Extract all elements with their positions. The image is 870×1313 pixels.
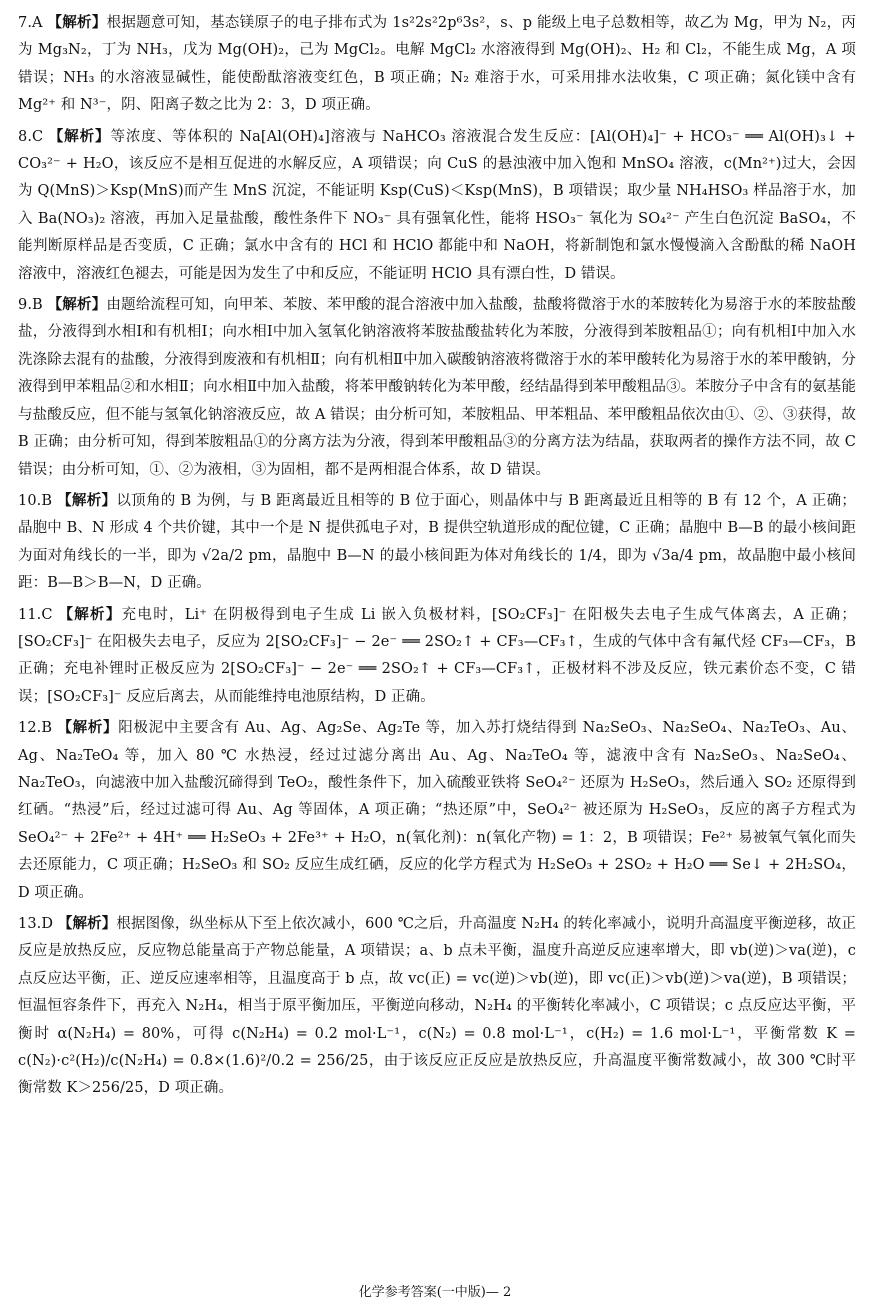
answer-text: 以顶角的 B 为例，与 B 距离最近且相等的 B 位于面心，则晶体中与 B 距离最近且相等的 B 有 12 个，A 正确；晶胞中 B、N 形成 4 个共价键，其中一个是 N 提供孤电子对，B 提供空轨道形成的配位键，C 正确；晶胞中 B—B 的最小核间距为面对角线长的一半，即为 √2a/2 pm，晶胞中 B—N 的最小核间距为体对角线长的 1/4，即为 √3a/4 pm，故晶胞中最小核间距：B—B＞B—N，D 正确。 — [18, 492, 856, 592]
analysis-tag: 【解析】 — [57, 492, 117, 509]
answer-text: 根据题意可知，基态镁原子的电子排布式为 1s²2s²2p⁶3s²，s、p 能级上电子总数相等，故乙为 Mg，甲为 N₂，丙为 Mg₃N₂，丁为 NH₃，戊为 Mg(OH)₂，己为 MgCl₂。电解 MgCl₂ 水溶液得到 Mg(OH)₂、H₂ 和 Cl₂，不能生成 Mg，A 项错误；NH₃ 的水溶液显碱性，能使酚酞溶液变红色，B 项正确；N₂ 难溶于水，可采用排水法收集，C 项正确；氮化镁中含有 Mg²⁺ 和 N³⁻，阴、阳离子数之比为 2：3，D 项正确。 — [18, 15, 856, 114]
answer-number: 12.B — [18, 720, 53, 737]
answer-text: 由题给流程可知，向甲苯、苯胺、苯甲酸的混合溶液中加入盐酸，盐酸将微溶于水的苯胺转化为易溶于水的苯胺盐酸盐，分液得到水相Ⅰ和有机相Ⅰ；向水相Ⅰ中加入氢氧化钠溶液将苯胺盐酸盐转化为苯胺，分液得到苯胺粗品①；向有机相Ⅰ中加入水洗涤除去混有的盐酸，分液得到废液和有机相Ⅱ；向有机相Ⅱ中加入碳酸钠溶液将微溶于水的苯甲酸转化为易溶于水的苯甲酸钠，分液得到甲苯粗品②和水相Ⅱ；向水相Ⅱ中加入盐酸，将苯甲酸钠转化为苯甲酸，经结晶得到苯甲酸粗品③。苯胺分子中含有的氨基能与盐酸反应，但不能与氢氧化钠溶液反应，故 A 错误；由分析可知，苯胺粗品、甲苯粗品、苯甲酸粗品依次由①、②、③获得，故 B 正确；由分析可知，得到苯胺粗品①的分离方法为分液，得到苯甲酸粗品③的分离方法为结晶，获取两者的操作方法不同，故 C 错误；由分析可知，①、②为液相，③为固相，都不是两相混合体系，故 D 错误。 — [18, 297, 856, 478]
answer-text: 等浓度、等体积的 Na[Al(OH)₄]溶液与 NaHCO₃ 溶液混合发生反应：[Al(OH)₄]⁻ + HCO₃⁻ ══ Al(OH)₃↓ + CO₃²⁻ + H₂O，该反应不是相互促进的水解反应，A 项错误；向 CuS 的悬浊液中加入饱和 MnSO₄ 溶液，c(Mn²⁺)过大，会因为 Q(MnS)＞Ksp(MnS)而产生 MnS 沉淀，不能证明 Ksp(CuS)＜Ksp(MnS)，B 项错误；取少量 NH₄HSO₃ 样品溶于水，加入 Ba(NO₃)₂ 溶液，再加入足量盐酸，酸性条件下 NO₃⁻ 具有强氧化性，能将 HSO₃⁻ 氧化为 SO₄²⁻ 产生白色沉淀 BaSO₄，不能判断原样品是否变质，C 正确；氯水中含有的 HCl 和 HClO 都能中和 NaOH，将新制饱和氯水慢慢滴入含酚酞的稀 NaOH 溶液中，溶液红色褪去，可能是因为发生了中和反应，不能证明 HClO 具有漂白性，D 错误。 — [18, 128, 856, 282]
answer-number: 7.A — [18, 15, 43, 31]
analysis-tag: 【解析】 — [47, 297, 107, 314]
answer-number: 11.C — [18, 606, 53, 623]
answer-text: 充电时，Li⁺ 在阴极得到电子生成 Li 嵌入负极材料，[SO₂CF₃]⁻ 在阳极失去电子生成气体离去，A 正确；[SO₂CF₃]⁻ 在阳极失去电子，反应为 2[SO₂CF₃]⁻ − 2e⁻ ══ 2SO₂↑ + CF₃—CF₃↑，生成的气体中含有氟代烃 CF₃—CF₃，B 正确；充电补锂时正极反应为 2[SO₂CF₃]⁻ − 2e⁻ ══ 2SO₂↑ + CF₃—CF₃↑，正极材料不涉及反应，铁元素价态不变，C 错误；[SO₂CF₃]⁻ 反应后离去，从而能维持电池原结构，D 正确。 — [18, 606, 856, 705]
answer-item-10 — [18, 488, 856, 598]
answer-item-9 — [18, 292, 856, 484]
answer-item-12 — [18, 715, 856, 907]
answer-page — [18, 10, 856, 1107]
answer-item-8 — [18, 124, 856, 288]
page-footer: 化学参考答案(一中版)— 2 — [358, 1285, 512, 1300]
analysis-tag: 【解析】 — [48, 128, 111, 145]
answer-item-11 — [18, 602, 856, 712]
answer-number: 9.B — [18, 297, 43, 314]
answer-text: 阳极泥中主要含有 Au、Ag、Ag₂Se、Ag₂Te 等，加入苏打烧结得到 Na₂SeO₃、Na₂SeO₄、Na₂TeO₃、Au、Ag、Na₂TeO₄ 等，加入 80 ℃ 水热浸，经过过滤分离出 Au、Ag、Na₂TeO₄ 等，滤液中含有 Na₂SeO₃、Na₂SeO₄、Na₂TeO₃，向滤液中加入盐酸沉碲得到 TeO₂，酸性条件下，加入硫酸亚铁将 SeO₄²⁻ 还原为 H₂SeO₃，然后通入 SO₂ 还原得到红硒。“热浸”后，经过过滤可得 Au、Ag 等固体，A 项正确；“热还原”中，SeO₄²⁻ 被还原为 H₂SeO₃，反应的离子方程式为 SeO₄²⁻ + 2Fe²⁺ + 4H⁺ ══ H₂SeO₃ + 2Fe³⁺ + H₂O，n(氧化剂)：n(氧化产物) = 1：2，B 项错误；Fe²⁺ 易被氧气氧化而失去还原能力，C 项正确；H₂SeO₃ 和 SO₂ 反应生成红硒，反应的化学方程式为 H₂SeO₃ + 2SO₂ + H₂O ══ Se↓ + 2H₂SO₄，D 项正确。 — [18, 720, 857, 901]
answer-number: 13.D — [18, 916, 54, 932]
analysis-tag: 【解析】 — [57, 720, 119, 737]
answer-number: 10.B — [18, 492, 53, 509]
answer-item-13 — [18, 911, 856, 1103]
answer-number: 8.C — [18, 128, 44, 145]
analysis-tag: 【解析】 — [58, 606, 122, 623]
analysis-tag: 【解析】 — [57, 916, 117, 932]
analysis-tag: 【解析】 — [47, 15, 107, 31]
answer-text: 根据图像，纵坐标从下至上依次减小，600 ℃之后，升高温度 N₂H₄ 的转化率减小，说明升高温度平衡逆移，故正反应是放热反应，反应物总能量高于产物总能量，A 项错误；a、b 点未平衡，温度升高逆反应速率增大，即 vb(逆)＞va(逆)，c 点反应达平衡，正、逆反应速率相等，且温度高于 b 点，故 vc(正) = vc(逆)＞vb(逆)，即 vc(正)＞vb(逆)＞va(逆)，B 项错误；恒温恒容条件下，再充入 N₂H₄，相当于原平衡加压，平衡逆向移动，N₂H₄ 的平衡转化率减小，C 项错误；c 点反应达平衡，平衡时 α(N₂H₄) = 80%，可得 c(N₂H₄) = 0.2 mol·L⁻¹，c(N₂) = 0.8 mol·L⁻¹，c(H₂) = 1.6 mol·L⁻¹，平衡常数 K = c(N₂)·c²(H₂)/c(N₂H₄) = 0.8×(1.6)²/0.2 = 256/25，由于该反应正反应是放热反应，升高温度平衡常数减小，故 300 ℃时平衡常数 K＞256/25，D 项正确。 — [18, 916, 856, 1097]
answer-item-7 — [18, 10, 856, 120]
